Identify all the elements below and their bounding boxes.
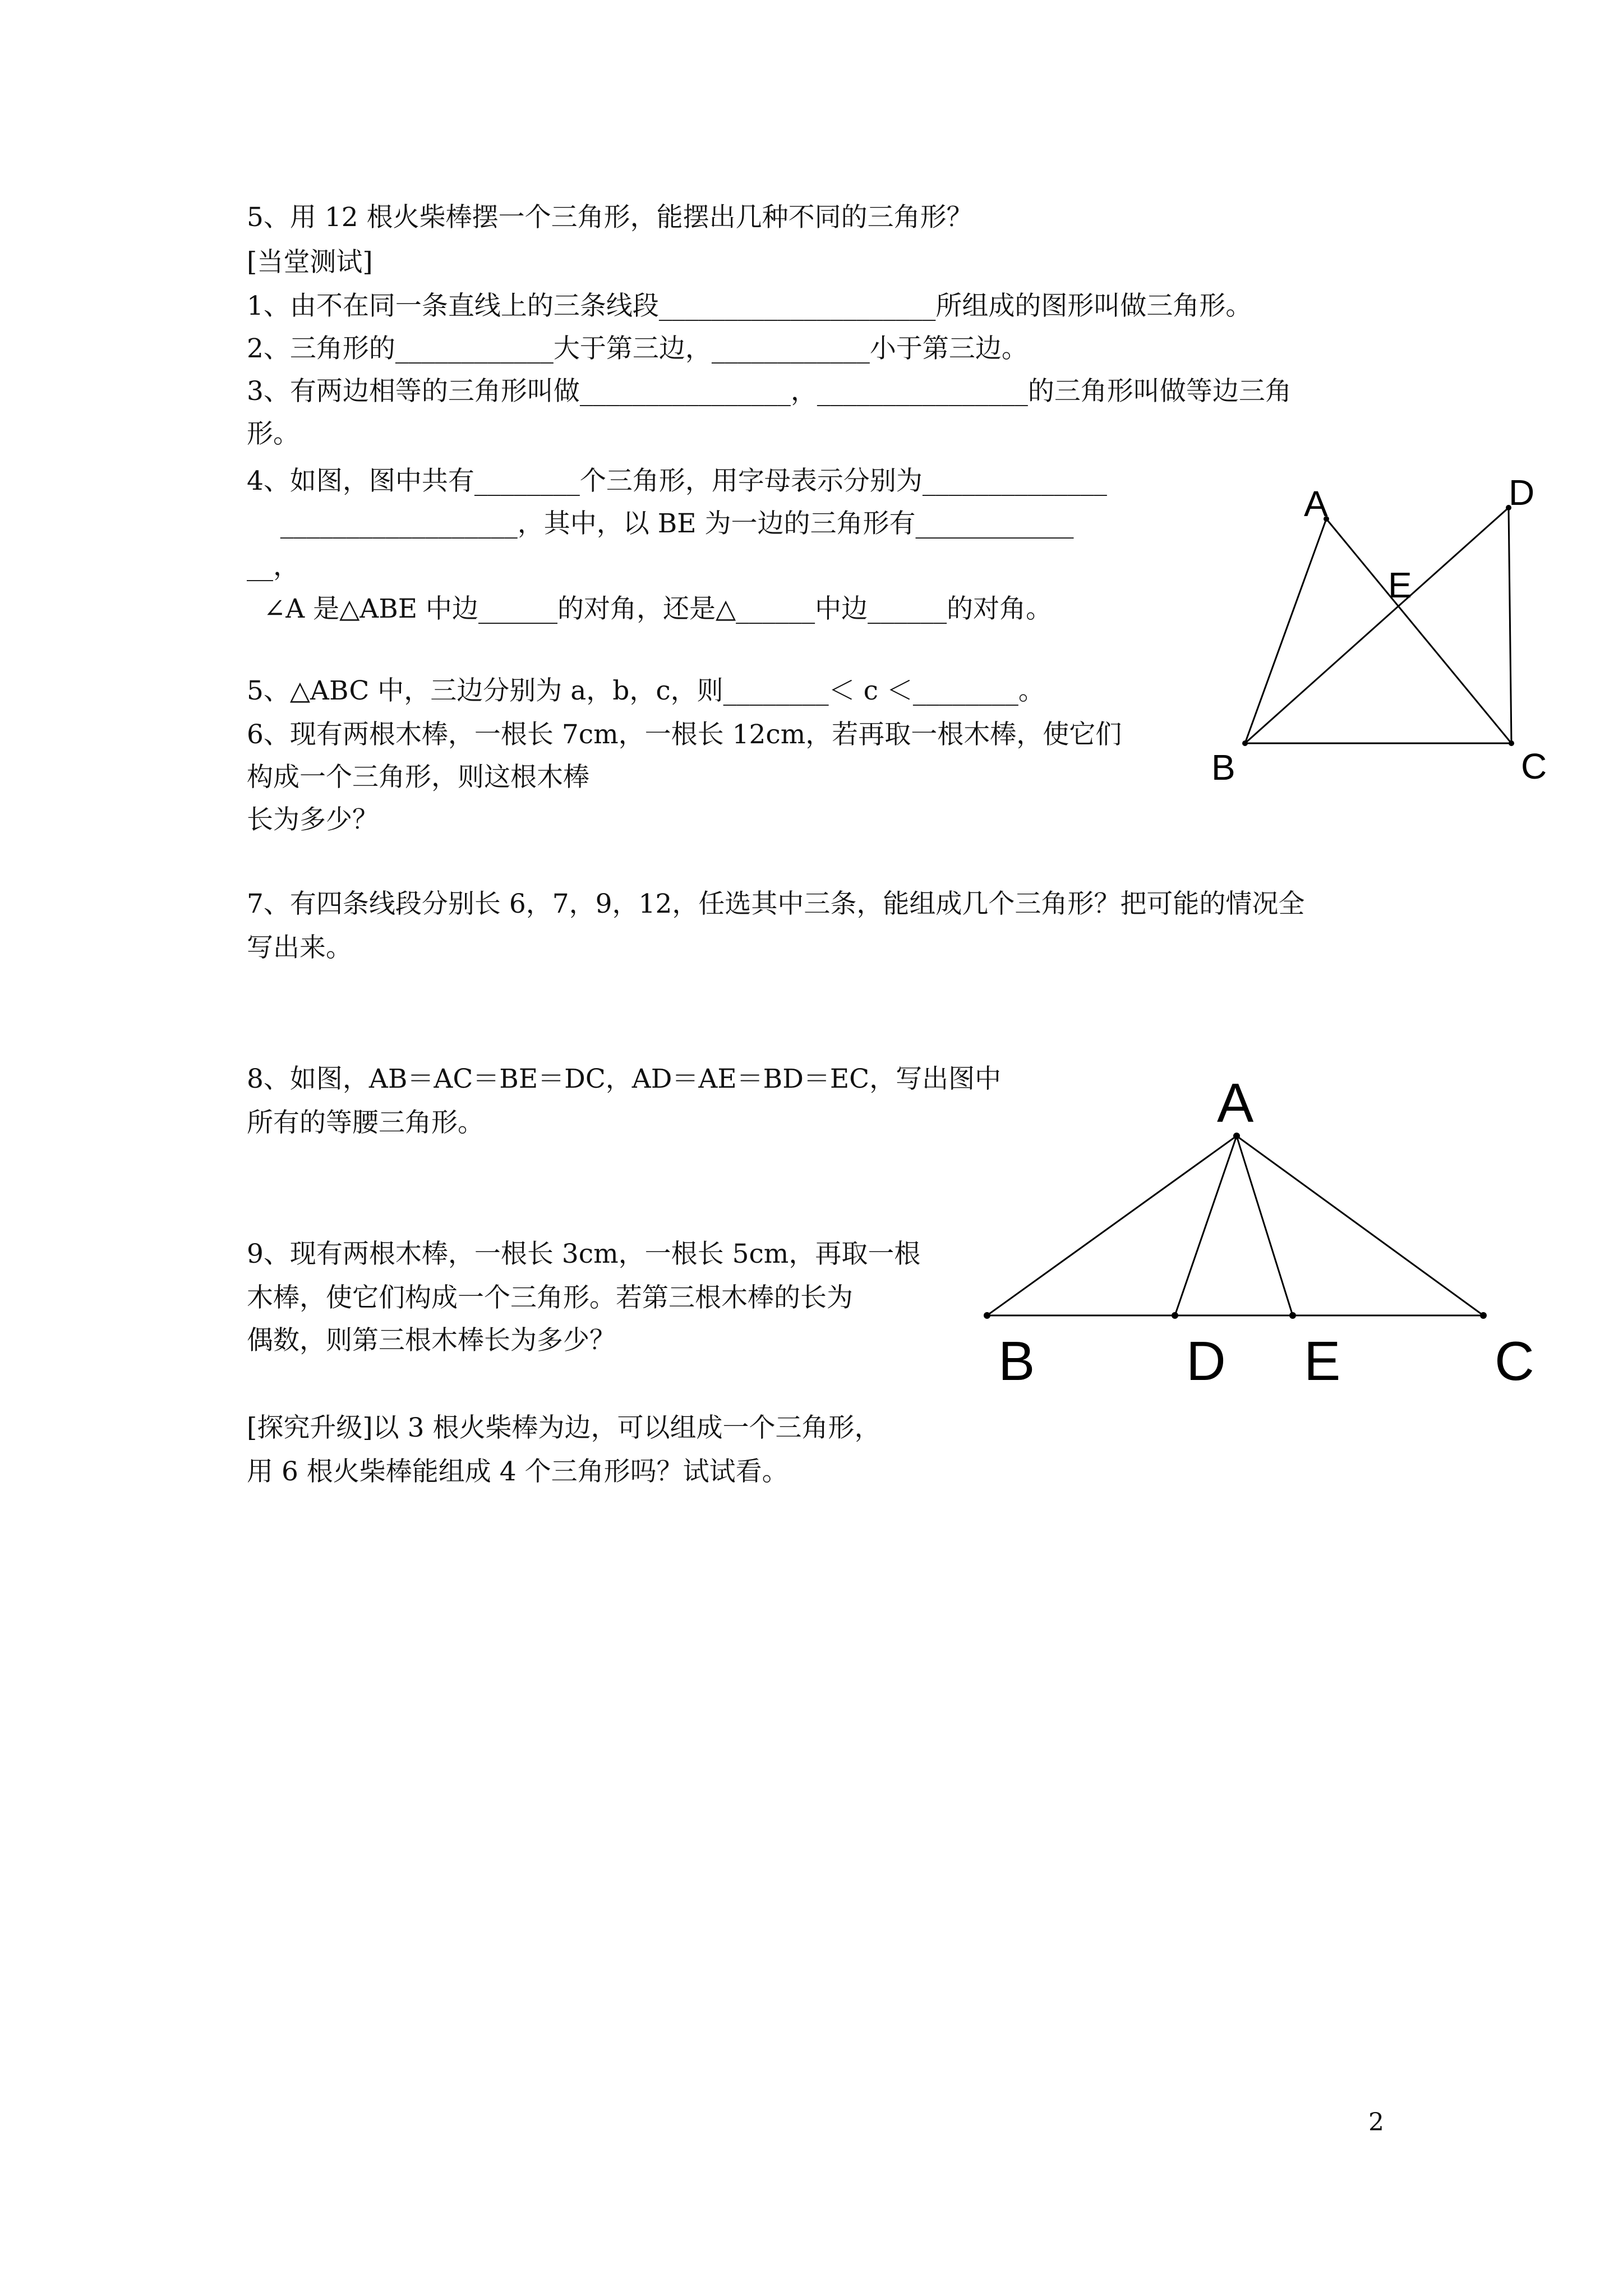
point-B — [1242, 740, 1248, 746]
test-question-6-line3: 长为多少？ — [247, 804, 379, 835]
segment-BD — [1245, 508, 1509, 743]
segment-AC — [1237, 1136, 1483, 1315]
test-question-3: 3、有两边相等的三角形叫做________________，________________的三角形叫做等边三角 — [247, 376, 1292, 407]
point-B — [984, 1312, 990, 1319]
label-E: E — [1304, 1330, 1341, 1392]
test-question-9: 9、现有两根木棒，一根长 3cm，一根长 5cm，再取一根 — [247, 1239, 921, 1269]
point-D — [1172, 1312, 1178, 1319]
label-C: C — [1495, 1330, 1534, 1392]
label-A: A — [1304, 484, 1328, 524]
test-question-4-line2: __________________，其中，以 BE 为一边的三角形有____________ — [247, 508, 1074, 539]
test-question-7: 7、有四条线段分别长 6，7，9，12，任选其中三条，能组成几个三角形？把可能的情况全 — [247, 889, 1305, 919]
segment-DC — [1509, 508, 1511, 743]
label-E: E — [1388, 565, 1412, 605]
segment-AD — [1175, 1136, 1237, 1315]
label-A: A — [1217, 1072, 1254, 1134]
segment-AB — [987, 1136, 1237, 1315]
section-heading-class-test: [当堂测试] — [247, 247, 373, 278]
test-question-6: 6、现有两根木棒，一根长 7cm，一根长 12cm，若再取一根木棒，使它们 — [247, 719, 1122, 750]
test-question-5: 5、△ABC 中，三边分别为 a，b，c，则________＜ c ＜________。 — [247, 675, 1045, 706]
test-question-7-line2: 写出来。 — [247, 932, 352, 963]
label-B: B — [998, 1330, 1035, 1392]
segment-AE — [1237, 1136, 1293, 1315]
label-D: D — [1509, 472, 1535, 513]
test-question-4: 4、如图，图中共有________个三角形，用字母表示分别为______________ — [247, 466, 1107, 496]
label-D: D — [1186, 1330, 1226, 1392]
test-question-8-line2: 所有的等腰三角形。 — [247, 1107, 484, 1138]
test-question-1: 1、由不在同一条直线上的三条线段_____________________所组成的图形叫做三角形。 — [247, 291, 1252, 321]
label-C: C — [1521, 746, 1547, 786]
figure-1-quadrilateral-diagram — [1206, 460, 1598, 797]
test-question-9-line3: 偶数，则第三根木棒长为多少？ — [247, 1325, 616, 1356]
test-question-2: 2、三角形的____________大于第三边，____________小于第三边。 — [247, 333, 1028, 364]
point-C — [1480, 1312, 1487, 1319]
page-number: 2 — [1368, 2108, 1384, 2137]
label-B: B — [1211, 747, 1235, 788]
problem-5-matches: 5、用 12 根火柴棒摆一个三角形，能摆出几种不同的三角形？ — [247, 202, 973, 233]
figure-2-isosceles-diagram — [976, 1066, 1553, 1391]
test-question-3-cont: 形。 — [247, 418, 299, 449]
test-question-9-line2: 木棒，使它们构成一个三角形。若第三根木棒的长为 — [247, 1282, 853, 1313]
point-E — [1289, 1312, 1296, 1319]
test-question-4-line3: __， — [247, 551, 299, 582]
challenge-problem: [探究升级]以 3 根火柴棒为边，可以组成一个三角形， — [247, 1412, 881, 1443]
test-question-8: 8、如图，AB＝AC＝BE＝DC，AD＝AE＝BD＝EC，写出图中 — [247, 1064, 1002, 1094]
point-C — [1509, 740, 1514, 746]
segment-AB — [1245, 519, 1326, 743]
test-question-6-line2: 构成一个三角形，则这根木棒 — [247, 762, 589, 793]
test-question-4-line4: ∠A 是△ABE 中边______的对角，还是△______中边______的对角。 — [247, 593, 1053, 624]
challenge-problem-line2: 用 6 根火柴棒能组成 4 个三角形吗？试试看。 — [247, 1456, 789, 1487]
segment-AC — [1326, 519, 1511, 743]
